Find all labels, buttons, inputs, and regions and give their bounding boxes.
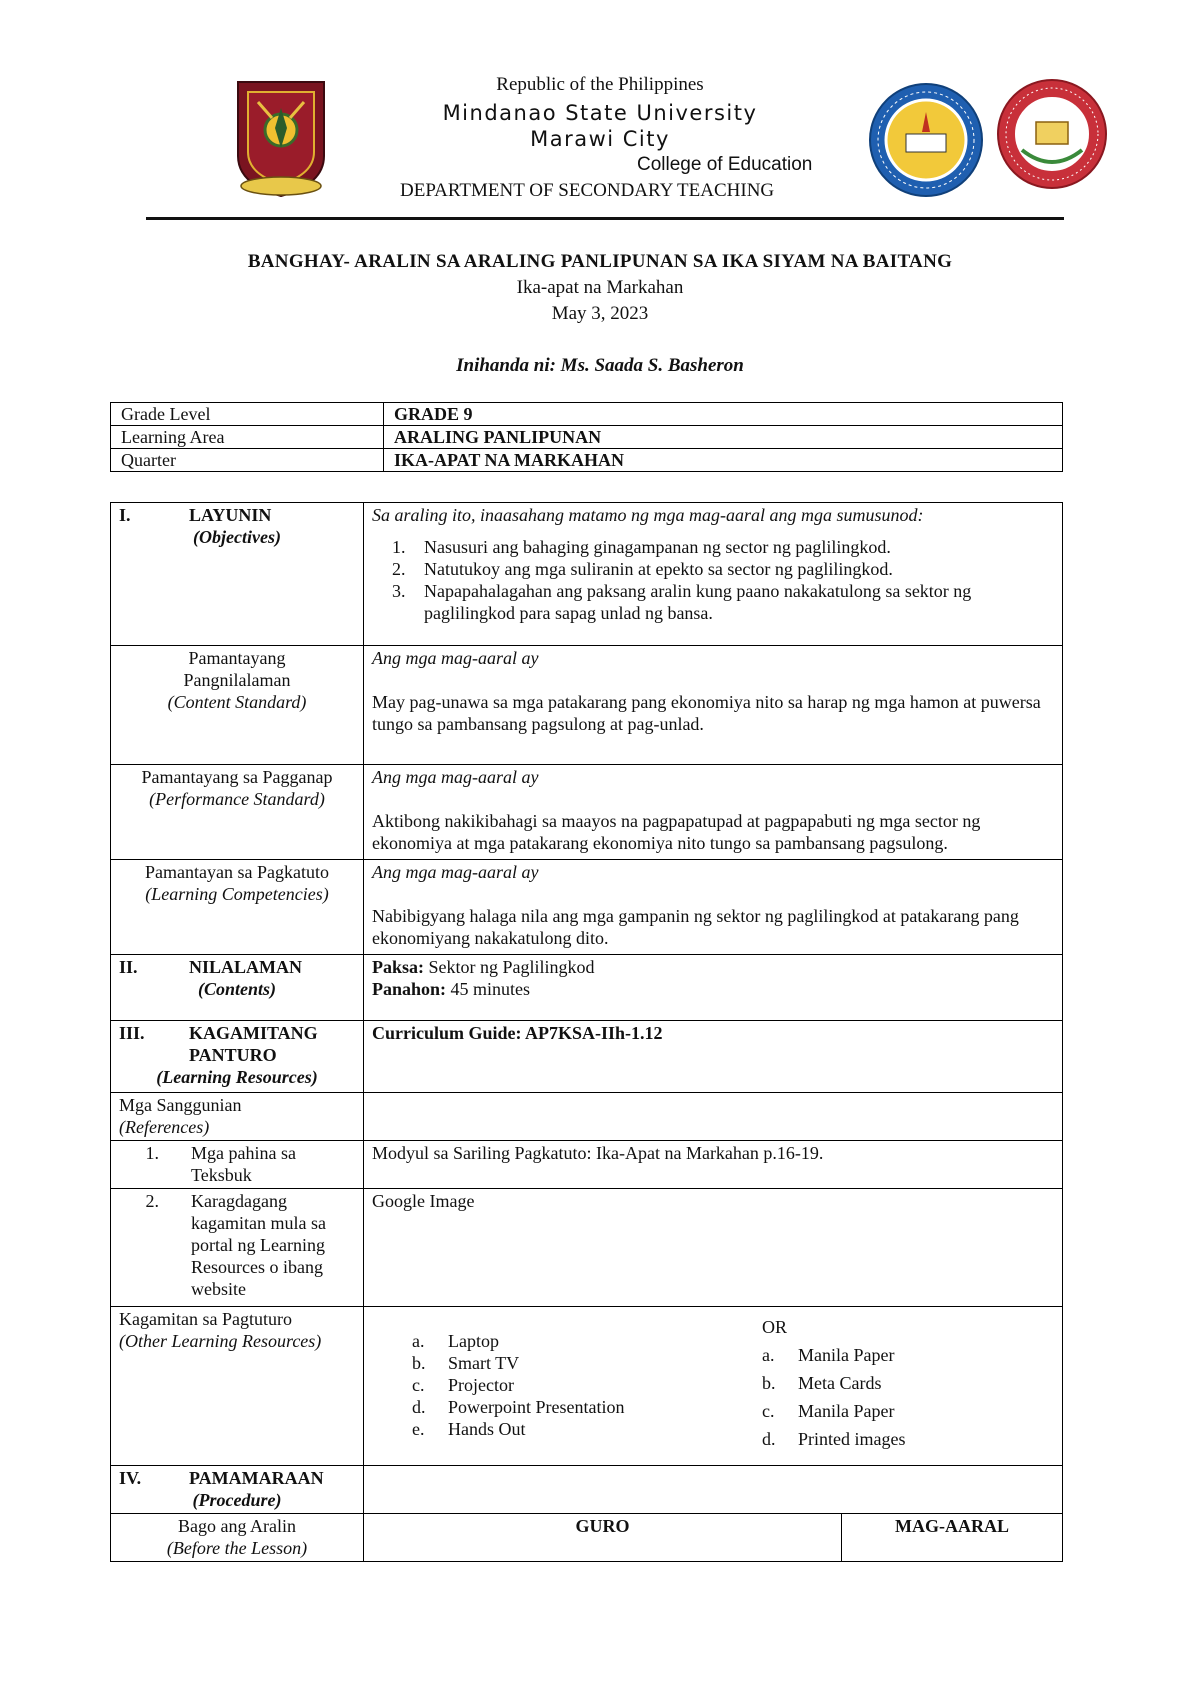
additional-value: Google Image <box>364 1189 1063 1307</box>
other-resources-label <box>111 1307 364 1466</box>
list-marker: c. <box>412 1375 425 1395</box>
paksa-label: Paksa: <box>372 957 425 977</box>
list-item: 1. Nasusuri ang bahaging ginagampanan ng sector ng paglilingkod. <box>410 536 1054 558</box>
city-name: Marawi City <box>530 127 670 151</box>
content-standard-label <box>111 646 364 765</box>
curriculum-guide: Curriculum Guide: AP7KSA-IIh-1.12 <box>364 1021 1063 1093</box>
info-row <box>111 449 1063 472</box>
other-resources-row <box>111 1307 1063 1466</box>
list-marker: a. <box>412 1331 425 1351</box>
competencies-content <box>364 860 1063 955</box>
before-lesson-label <box>111 1514 364 1562</box>
list-text: Projector <box>448 1375 514 1395</box>
list-marker: d. <box>412 1397 426 1417</box>
list-item <box>762 1369 905 1397</box>
list-item <box>412 1330 762 1352</box>
contents-label <box>111 955 364 1021</box>
section-subtitle: (Contents) <box>197 979 276 999</box>
list-text: Printed images <box>798 1429 906 1449</box>
list-marker: e. <box>412 1419 425 1439</box>
textbook-label <box>111 1141 364 1189</box>
label-subtitle: (Before the Lesson) <box>166 1538 308 1558</box>
list-text: Laptop <box>448 1331 499 1351</box>
college-of-education-logo <box>868 82 984 198</box>
list-item <box>412 1418 762 1440</box>
section-number: I. <box>119 505 131 525</box>
content-standard-content <box>364 646 1063 765</box>
list-text: Smart TV <box>448 1353 520 1373</box>
item-number: 1. <box>145 1143 159 1163</box>
performance-standard-label <box>111 765 364 860</box>
performance-standard-content <box>364 765 1063 860</box>
info-row <box>111 426 1063 449</box>
info-label: Grade Level <box>111 403 384 426</box>
list-text: Hands Out <box>448 1419 526 1439</box>
materials-list <box>412 1330 762 1440</box>
objectives-content <box>364 503 1063 646</box>
competencies-label <box>111 860 364 955</box>
label-subtitle: (Learning Competencies) <box>145 884 329 904</box>
section-title: PAMAMARAAN <box>189 1468 324 1488</box>
label-line: Pamantayang <box>188 648 286 668</box>
item-label: Karagdagang kagamitan mula sa portal ng Learning Resources o ibang website <box>191 1191 326 1299</box>
guro-column-header: GURO <box>364 1514 842 1562</box>
label-subtitle: (Performance Standard) <box>149 789 325 809</box>
info-label: Quarter <box>111 449 384 472</box>
label-line: Kagamitan sa Pagtuturo <box>119 1309 292 1329</box>
section-title-cont: PANTURO <box>189 1045 277 1065</box>
label-line: Mga Sanggunian <box>119 1095 242 1115</box>
label-line: Pangnilalaman <box>183 670 291 690</box>
label-subtitle: (References) <box>119 1117 210 1137</box>
performance-standard-row <box>111 765 1063 860</box>
contents-row <box>111 955 1063 1021</box>
info-label: Learning Area <box>111 426 384 449</box>
or-label: OR <box>762 1317 788 1337</box>
section-number: II. <box>119 957 138 977</box>
info-value: IKA-APAT NA MARKAHAN <box>384 449 1063 472</box>
additional-label <box>111 1189 364 1307</box>
list-item <box>762 1397 905 1425</box>
textbook-value: Modyul sa Sariling Pagkatuto: Ika-Apat na Markahan p.16-19. <box>364 1141 1063 1189</box>
learning-resources-row <box>111 1021 1063 1093</box>
college-name: College of Education <box>637 154 813 175</box>
list-marker: b. <box>762 1373 776 1393</box>
lead-text: Ang mga mag-aaral ay <box>372 862 539 882</box>
lesson-plan-table <box>110 502 1063 1562</box>
mag-aaral-column-header: MAG-AARAL <box>842 1514 1063 1562</box>
prepared-by: Inihanda ni: Ms. Saada S. Basheron <box>456 355 744 376</box>
section-subtitle: (Procedure) <box>192 1490 282 1510</box>
list-item <box>762 1425 905 1453</box>
procedure-row <box>111 1466 1063 1514</box>
list-item <box>412 1352 762 1374</box>
section-subtitle: (Objectives) <box>193 527 281 547</box>
standard-text: May pag-unawa sa mga patakarang pang ekonomiya nito sa harap ng mga hamon at puwersa tungo sa pambansang pagsulong at pag-unlad. <box>372 692 1041 734</box>
section-title: KAGAMITANG <box>189 1023 318 1043</box>
list-item <box>762 1341 905 1369</box>
list-text: Powerpoint Presentation <box>448 1397 625 1417</box>
item-label: Mga pahina sa Teksbuk <box>191 1143 296 1185</box>
info-value: ARALING PANLIPUNAN <box>384 426 1063 449</box>
additional-materials-row <box>111 1189 1063 1307</box>
section-number: IV. <box>119 1468 142 1488</box>
references-content <box>364 1093 1063 1141</box>
before-lesson-row <box>111 1514 1063 1562</box>
list-text: Manila Paper <box>798 1401 895 1421</box>
label-subtitle: (Other Learning Resources) <box>119 1331 322 1351</box>
republic-line: Republic of the Philippines <box>496 74 704 95</box>
section-title: LAYUNIN <box>189 505 272 525</box>
quarter-subtitle: Ika-apat na Markahan <box>516 277 684 298</box>
label-subtitle: (Content Standard) <box>167 692 307 712</box>
list-marker: c. <box>762 1401 775 1421</box>
list-text: Manila Paper <box>798 1345 895 1365</box>
objectives-label <box>111 503 364 646</box>
item-number: 2. <box>145 1191 159 1211</box>
objectives-intro: Sa araling ito, inaasahang matamo ng mga mag-aaral ang mga sumusunod: <box>372 505 924 525</box>
list-text: Meta Cards <box>798 1373 882 1393</box>
document-date: May 3, 2023 <box>551 303 649 324</box>
list-item <box>412 1374 762 1396</box>
objectives-row <box>111 503 1063 646</box>
document-title: BANGHAY- ARALIN SA ARALING PANLIPUNAN SA IKA SIYAM NA BAITANG <box>247 251 953 272</box>
list-marker: a. <box>762 1345 775 1365</box>
competencies-row <box>111 860 1063 955</box>
contents-content <box>364 955 1063 1021</box>
list-item: 3. Napapahalagahan ang paksang aralin kung paano nakakatulong sa sektor ng paglilingkod para sapag unlad ng bansa. <box>410 580 1054 624</box>
label-line: Pamantayan sa Pagkatuto <box>145 862 329 882</box>
panahon-value: 45 minutes <box>450 979 531 999</box>
label-line: Bago ang Aralin <box>178 1516 296 1536</box>
section-number: III. <box>119 1023 145 1043</box>
lead-text: Ang mga mag-aaral ay <box>372 648 539 668</box>
info-table <box>110 402 1063 472</box>
list-marker: d. <box>762 1429 776 1449</box>
other-resources-content <box>364 1307 1063 1466</box>
textbook-row <box>111 1141 1063 1189</box>
department-name: DEPARTMENT OF SECONDARY TEACHING <box>400 180 775 201</box>
list-item <box>412 1396 762 1418</box>
panahon-label: Panahon: <box>372 979 447 999</box>
ils-logo <box>996 78 1108 190</box>
lead-text: Ang mga mag-aaral ay <box>372 767 539 787</box>
learning-resources-label <box>111 1021 364 1093</box>
standard-text: Nabibigyang halaga nila ang mga gampanin ng sektor ng paglilingkod at patakarang pang ekonomiyang nakakatulong dito. <box>372 906 1019 948</box>
university-name: Mindanao State University <box>442 101 758 125</box>
label-line: Pamantayang sa Pagganap <box>141 767 333 787</box>
list-marker: b. <box>412 1353 426 1373</box>
references-label <box>111 1093 364 1141</box>
info-value: GRADE 9 <box>384 403 1063 426</box>
content-standard-row <box>111 646 1063 765</box>
objectives-list <box>372 536 1054 624</box>
alt-materials-list <box>762 1341 905 1453</box>
procedure-label <box>111 1466 364 1514</box>
header-divider <box>146 217 1064 220</box>
procedure-content <box>364 1466 1063 1514</box>
section-title: NILALAMAN <box>189 957 303 977</box>
info-row <box>111 403 1063 426</box>
references-row <box>111 1093 1063 1141</box>
section-subtitle: (Learning Resources) <box>156 1067 318 1087</box>
paksa-value: Sektor ng Paglilingkod <box>428 957 595 977</box>
standard-text: Aktibong nakikibahagi sa maayos na pagpapatupad at pagpapabuti ng mga sector ng ekonomiya at mga patakarang ekonomiya nito tungo sa pambansang pagsulong. <box>372 811 981 853</box>
list-item: 2. Natutukoy ang mga suliranin at epekto sa sector ng paglilingkod. <box>410 558 1054 580</box>
